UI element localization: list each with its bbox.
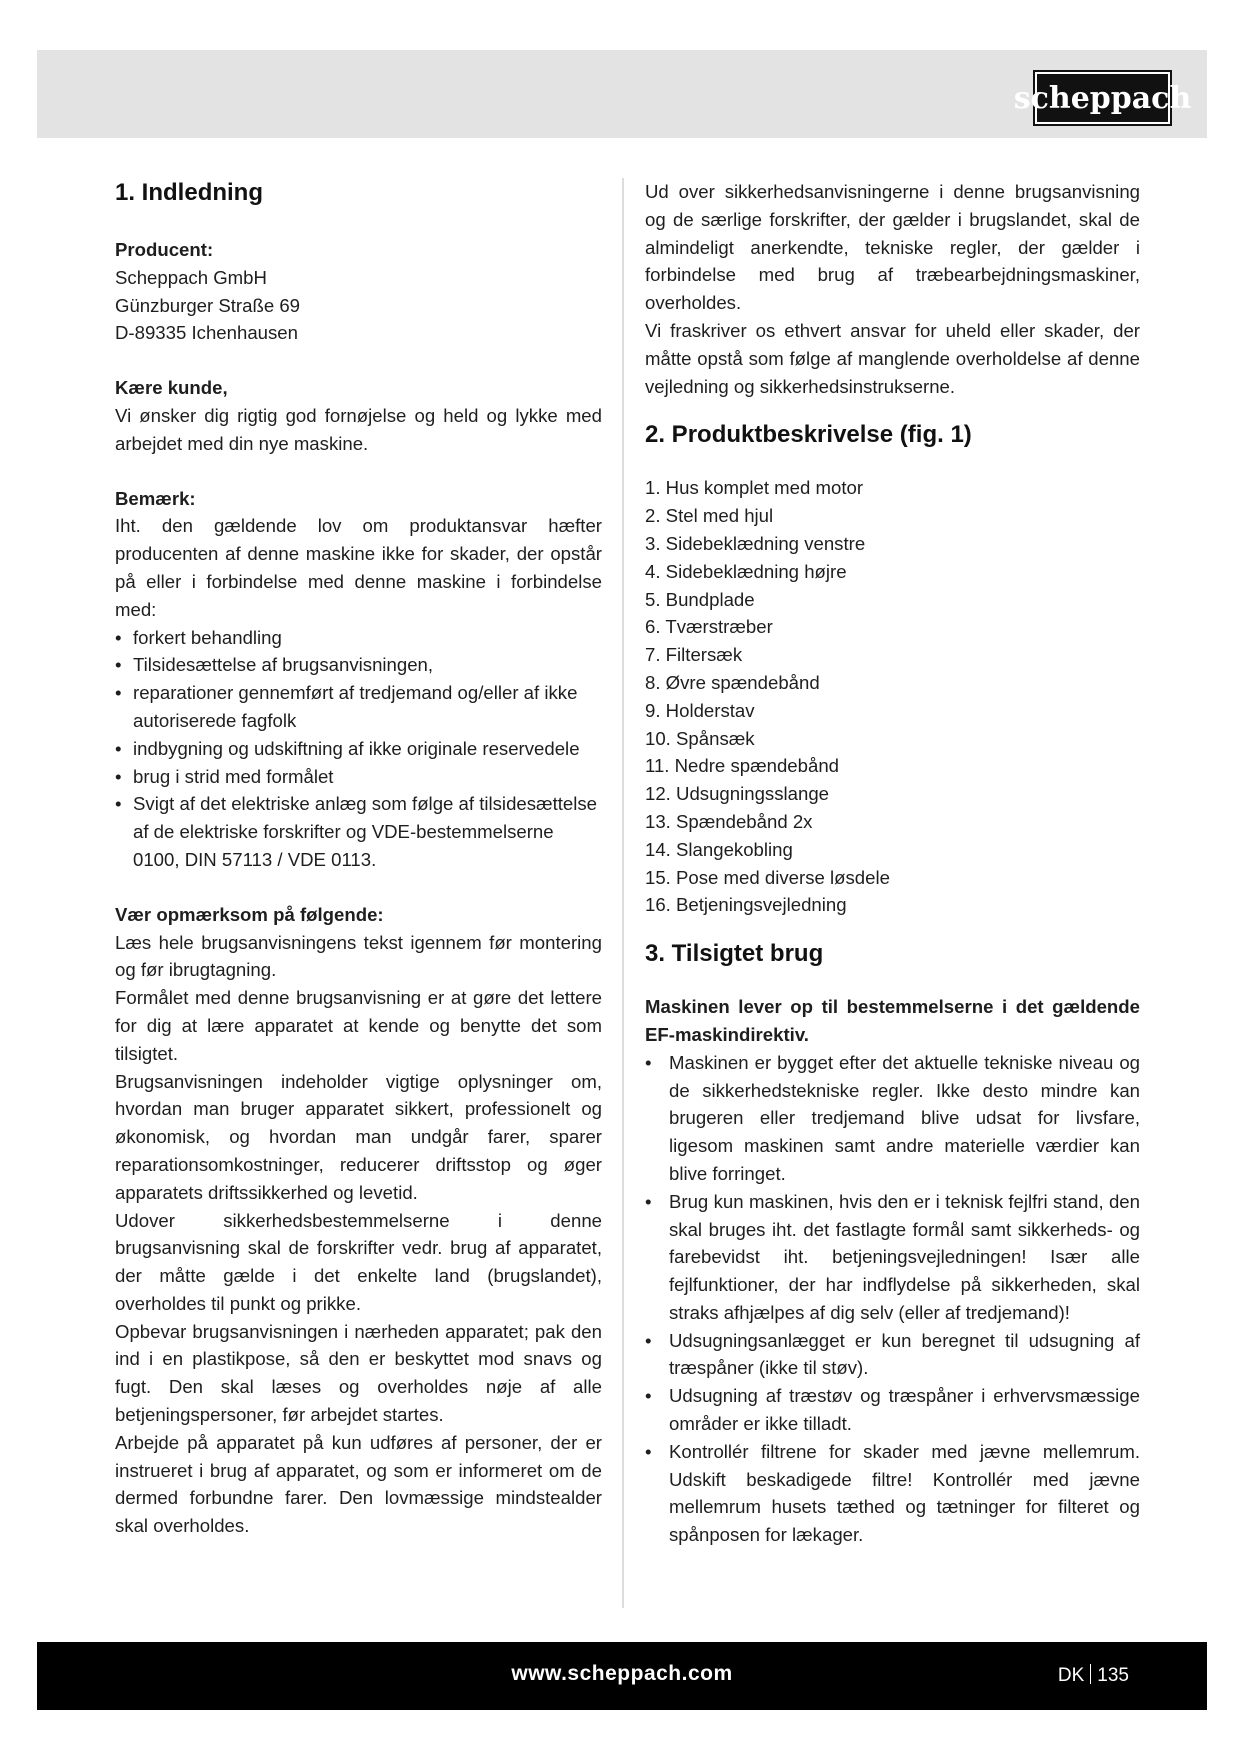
list-item: 16. Betjeningsvejledning <box>645 894 847 916</box>
list-item: • reparationer gennemført af tredjemand og/eller af ikke autoriserede fagfolk <box>115 679 602 735</box>
list-item: 1. Hus komplet med motor <box>645 477 864 499</box>
list-item: • indbygning og udskiftning af ikke originale reservedele <box>115 735 602 763</box>
column-divider <box>622 178 624 1608</box>
list-item: • Udsugningsanlægget er kun beregnet til udsugning af træspåner (ikke til støv). <box>645 1327 1140 1383</box>
list-item: 15. Pose med diverse løsdele <box>645 866 890 888</box>
intended-use-list <box>645 1049 1140 1549</box>
list-item: 2. Stel med hjul <box>645 505 774 527</box>
attention-paragraph: Opbevar brugsanvisningen i nærheden apparatet; pak den ind i en plastikpose, så den er beskyttet mod snavs og fugt. Den skal læses og overholdes nøje af alle betjeningspersoner, før arbejdet startes. <box>115 1320 602 1426</box>
producer-line: Günzburger Straße 69 <box>115 294 301 316</box>
list-item: 12. Udsugningsslange <box>645 783 830 805</box>
scheppach-logo: scheppach <box>1033 70 1172 126</box>
list-item: 6. Tværstræber <box>645 616 773 638</box>
producer-line: D-89335 Ichenhausen <box>115 322 298 344</box>
note-label: Bemærk: <box>115 487 196 509</box>
website-link[interactable]: www.scheppach.com <box>511 1662 733 1685</box>
list-item: 10. Spånsæk <box>645 727 755 749</box>
right-column <box>645 178 1140 1549</box>
section-title-product-description: 2. Produktbeskrivelse (fig. 1) <box>645 421 972 449</box>
list-item: 9. Holderstav <box>645 699 755 721</box>
language-code: DK <box>1057 1665 1085 1686</box>
list-item: 13. Spændebånd 2x <box>645 810 813 832</box>
producer-label: Producent: <box>115 239 214 260</box>
list-item: • forkert behandling <box>115 624 602 652</box>
left-column <box>115 178 602 1540</box>
list-item: 5. Bundplade <box>645 588 755 610</box>
note-text: Iht. den gældende lov om produktansvar hæfter producenten af denne maskine ikke for skader, der opstår på eller i forbindelse med denne maskine i forbindelse med: <box>115 515 602 620</box>
list-item: • Tilsidesættelse af brugsanvisningen, <box>115 651 602 679</box>
list-item: • Kontrollér filtrene for skader med jævne mellemrum. Udskift beskadigede filtre! Kontrollér med jævne mellemrum husets tæthed og tætninger for filteret og spånposen for lækager. <box>645 1438 1140 1549</box>
parts-list <box>645 474 1140 919</box>
page-number: 135 <box>1097 1665 1129 1686</box>
list-item: • Maskinen er bygget efter det aktuelle tekniske niveau og de sikkerhedstekniske regler. Ikke desto mindre kan brugeren eller tredjemand blive udsat for livsfare, ligesom maskinen samt andre materielle værdier kan blive forringet. <box>645 1049 1140 1188</box>
attention-paragraph: Udover sikkerhedsbestemmelserne i denne brugsanvisning skal de forskrifter vedr. brug af apparatet, der måtte gælde i det enkelte land (brugslandet), overholdes til punkt og prikke. <box>115 1209 602 1314</box>
dear-customer-text: Vi ønsker dig rigtig god fornøjelse og held og lykke med arbejdet med din nye maskine. <box>115 404 602 454</box>
list-item: 8. Øvre spændebånd <box>645 671 820 693</box>
liability-list <box>115 624 602 874</box>
list-item: • Brug kun maskinen, hvis den er i teknisk fejlfri stand, den skal bruges iht. det fastlagte formål samt sikkerheds- og farebevidst iht. betjeningsvejledningen! Især alle fejlfunktioner, der har indflydelse på sikkerheden, skal straks afhjælpes af dig selv (eller af tredjemand)! <box>645 1188 1140 1327</box>
list-item: • Udsugning af træstøv og træspåner i erhvervsmæssige områder er ikke tilladt. <box>645 1382 1140 1438</box>
intended-use-lead: Maskinen lever op til bestemmelserne i det gældende EF-maskindirektiv. <box>645 996 1140 1045</box>
attention-paragraph: Arbejde på apparatet på kun udføres af personer, der er instrueret i brug af apparatet, og som er informeret om de dermed forbundne farer. Den lovmæssige mindstealder skal overholdes. <box>115 1431 602 1537</box>
section-title-introduction: 1. Indledning <box>115 179 263 206</box>
list-item: • brug i strid med formålet <box>115 763 602 791</box>
dear-customer-label: Kære kunde, <box>115 377 228 399</box>
separator <box>1090 1664 1091 1684</box>
page-indicator <box>1058 1664 1129 1687</box>
attention-paragraph: Formålet med denne brugsanvisning er at gøre det lettere for dig at lære apparatet at kende og benytte det som tilsigtet. <box>115 987 602 1064</box>
list-item: 4. Sidebeklædning højre <box>645 560 847 582</box>
attention-paragraph: Brugsanvisningen indeholder vigtige oplysninger om, hvordan man bruger apparatet sikkert, professionelt og økonomisk, og hvordan man undgår farer, sparer reparationsomkostninger, reducerer driftsstop og øger apparatets driftssikkerhed og levetid. <box>115 1070 602 1203</box>
attention-label: Vær opmærksom på følgende: <box>115 903 384 925</box>
intro-paragraph: Ud over sikkerhedsanvisningerne i denne brugsanvisning og de særlige forskrifter, der gælder i brugslandet, skal de almindeligt anerkendte, tekniske regler, der gælder i forbindelse med brug af træbearbejdningsmaskiner, overholdes. <box>645 181 1140 314</box>
list-item: 14. Slangekobling <box>645 838 793 860</box>
producer-line: Scheppach GmbH <box>115 266 267 288</box>
footer-bar <box>37 1642 1207 1710</box>
attention-paragraph: Læs hele brugsanvisningens tekst igennem før montering og før ibrugtagning. <box>115 931 602 981</box>
list-item: 7. Filtersæk <box>645 644 743 666</box>
list-item: 11. Nedre spændebånd <box>645 755 839 777</box>
section-title-intended-use: 3. Tilsigtet brug <box>645 940 824 968</box>
intro-paragraph: Vi fraskriver os ethvert ansvar for uheld eller skader, der måtte opstå som følge af manglende overholdelse af denne vejledning og sikkerhedsinstrukserne. <box>645 319 1140 397</box>
list-item: • Svigt af det elektriske anlæg som følge af tilsidesættelse af de elektriske forskrifter og VDE-bestemmelserne 0100, DIN 57113 / VDE 0113. <box>115 790 602 873</box>
list-item: 3. Sidebeklædning venstre <box>645 532 866 554</box>
